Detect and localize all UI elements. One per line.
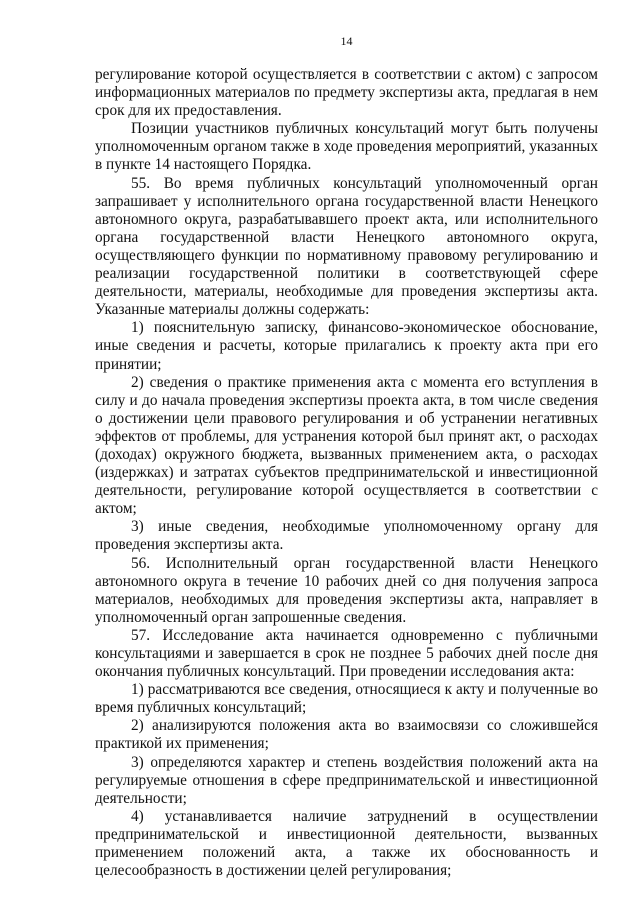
list-item-55-2: 2) сведения о практике применения акта с момента его вступления в силу и до начала проведения экспертизы проекта акта, в том числе сведения о достижении цели правового регулирования и об устранении негативных эффектов от проблемы, для устранения которой был принят акт, о расходах (доходах) окружного бюджета, вызванных применением акта, о расходах (издержках) и затратах субъектов предпринимательской и инвестиционной деятельности, регулирование которой осуществляется в соответствии с актом; bbox=[95, 373, 598, 518]
paragraph-57: 57. Исследование акта начинается одновременно с публичными консультациями и завершается в срок не позднее 5 рабочих дней после дня окончания публичных консультаций. При проведении исследования акта: bbox=[95, 626, 598, 681]
list-item-57-1: 1) рассматриваются все сведения, относящиеся к акту и полученные во время публичных консультаций; bbox=[95, 681, 598, 717]
page-number: 14 bbox=[340, 34, 353, 48]
list-item-55-3: 3) иные сведения, необходимые уполномоченному органу для проведения экспертизы акта. bbox=[95, 518, 598, 554]
paragraph-55: 55. Во время публичных консультаций уполномоченный орган запрашивает у исполнительного органа государственной власти Ненецкого автономного округа, разрабатывавшего проект акта, или исполнительного органа государственной власти Ненецкого автономного округа, осуществляющего функции по нормативному правовому регулированию и реализации государственной политики в соответствующей сфере деятельности, материалы, необходимые для проведения экспертизы акта. Указанные материалы должны содержать: bbox=[95, 174, 598, 319]
list-item-57-2: 2) анализируются положения акта во взаимосвязи со сложившейся практикой их применения; bbox=[95, 717, 598, 753]
paragraph-56: 56. Исполнительный орган государственной власти Ненецкого автономного округа в течение 10 рабочих дней со дня получения запроса материалов, необходимых для проведения экспертизы акта, направляет в уполномоченный орган запрошенные сведения. bbox=[95, 554, 598, 626]
paragraph-public-consultation-positions: Позиции участников публичных консультаций могут быть получены уполномоченным органом также в ходе проведения мероприятий, указанных в пункте 14 настоящего Порядка. bbox=[95, 120, 598, 174]
list-item-55-1: 1) пояснительную записку, финансово-экономическое обоснование, иные сведения и расчеты, которые прилагались к проекту акта при его принятии; bbox=[95, 319, 598, 373]
paragraph-continuation: регулирование которой осуществляется в соответствии с актом) с запросом информационных материалов по предмету экспертизы акта, предлагая в нем срок для их предоставления. bbox=[95, 66, 598, 120]
list-item-57-3: 3) определяются характер и степень воздействия положений акта на регулируемые отношения в сфере предпринимательской и инвестиционной деятельности; bbox=[95, 753, 598, 807]
document-body bbox=[95, 66, 598, 880]
list-item-57-4: 4) устанавливается наличие затруднений в осуществлении предпринимательской и инвестиционной деятельности, вызванных применением положений акта, а также их обоснованность и целесообразность в достижении целей регулирования; bbox=[95, 807, 598, 880]
